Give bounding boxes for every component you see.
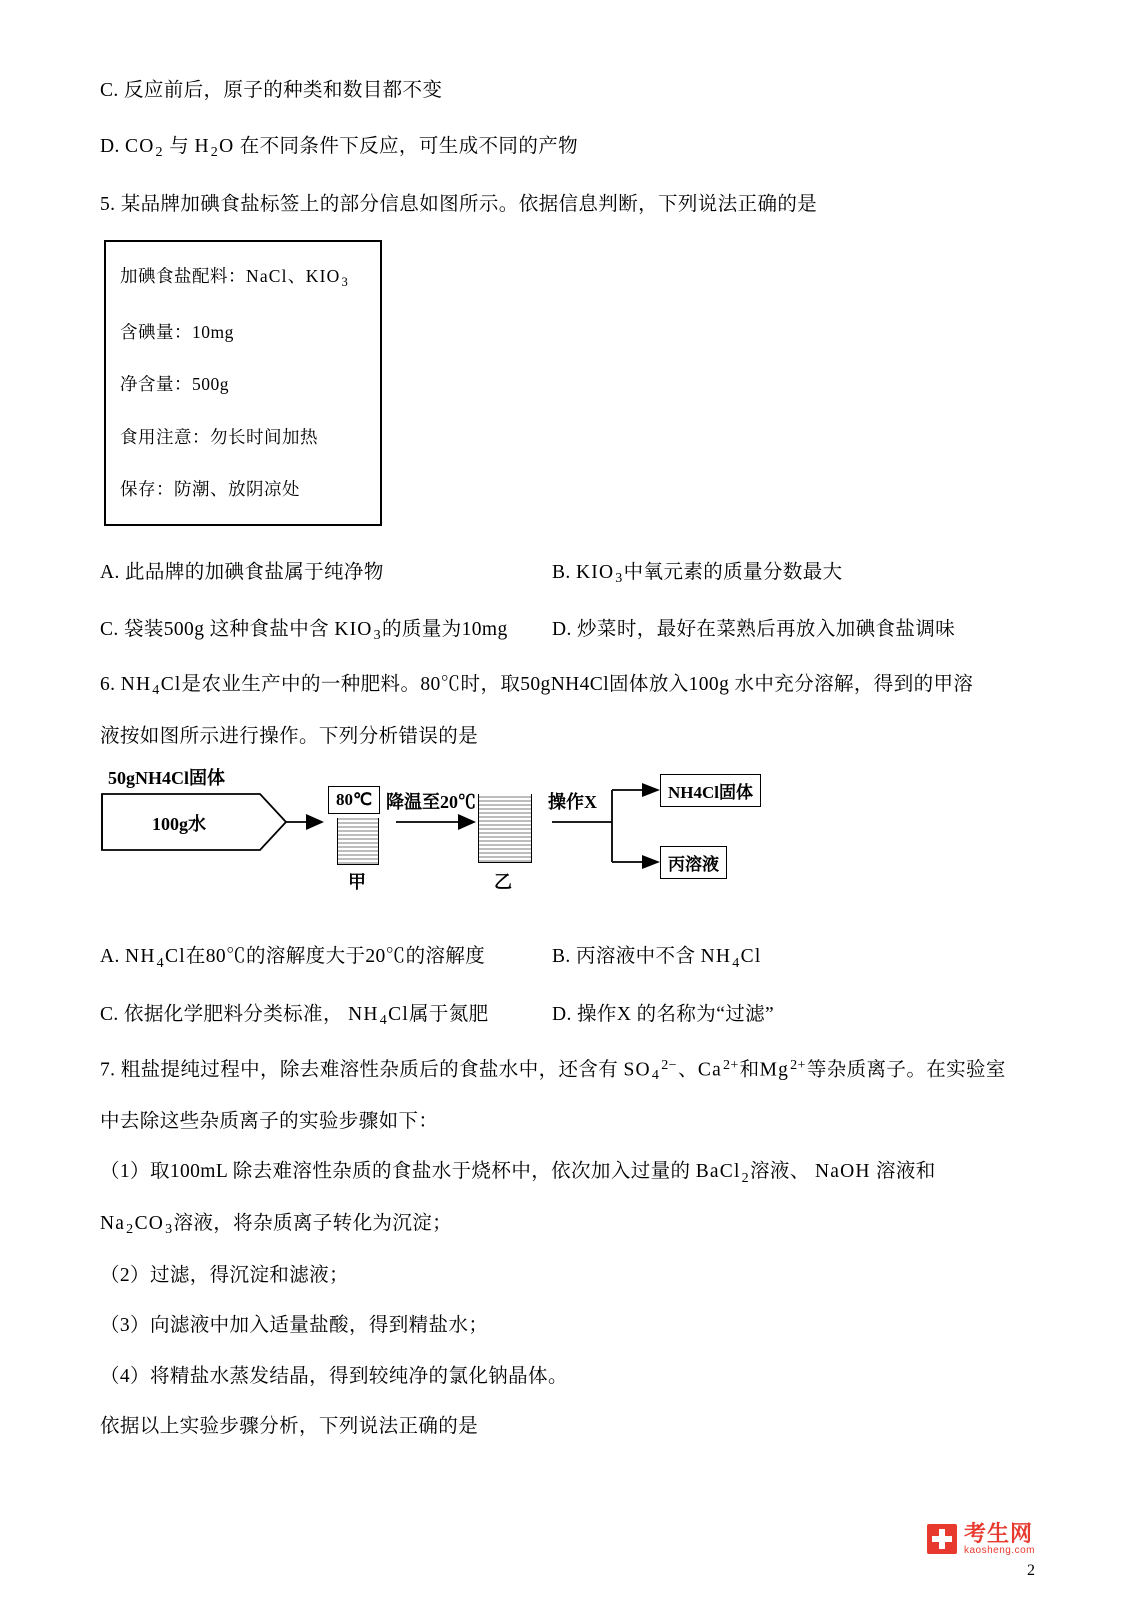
label-iodine-content: 含碘量：10mg (120, 321, 234, 342)
q7-step2: （2）过滤，得沉淀和滤液； (100, 1265, 349, 1287)
q7-bacl2: BaCl (695, 1161, 741, 1183)
q7-ca: Ca (697, 1059, 722, 1081)
label-usage-note: 食用注意：勿长时间加热 (120, 426, 318, 447)
q4-option-d-mid: 与 (169, 136, 190, 158)
q7-co-sub: 3 (165, 1221, 173, 1238)
q6-option-a-cl: Cl (165, 946, 186, 968)
nh4cl-flow-diagram (100, 768, 1020, 922)
q7-co: CO (134, 1213, 165, 1235)
q5-option-a: A. 此品牌的加碘食盐属于纯净物 (100, 561, 384, 583)
page-number: 2 (1027, 1562, 1035, 1579)
watermark-sub: kaosheng.com (963, 1544, 1035, 1556)
q5-option-c-rest: 的质量为10mg (382, 619, 508, 640)
q7-mg-sup: 2+ (790, 1056, 806, 1073)
label-nacl: NaCl (246, 266, 288, 287)
q7-stem-tail: 等杂质离子。在实验室 (806, 1059, 1006, 1081)
q6-options-row-2 (100, 998, 1020, 1029)
q4-option-c: C. 反应前后，原子的种类和数目都不变 (100, 80, 443, 101)
page-content (100, 76, 1020, 1468)
q6-option-c-nh4: NH (348, 1003, 379, 1025)
q7-step3: （3）向滤液中加入适量盐酸，得到精盐水； (100, 1315, 489, 1337)
beaker-jia (337, 818, 379, 865)
q7-step1-a: （1）取100mL 除去难溶性杂质的食盐水于烧杯中，依次加入过量的 (100, 1161, 691, 1183)
q4-option-d-prefix: D. (100, 136, 120, 158)
q7-step1-c: 溶液和 (876, 1161, 936, 1183)
salt-label-figure (104, 240, 382, 525)
q6-option-a-nh4: NH (125, 946, 156, 968)
q5-option-b-kio: KIO (575, 561, 615, 583)
watermark-text (964, 1522, 1035, 1556)
q7-step1-b: 溶液、 (750, 1161, 810, 1183)
q7-stem-line2: 中去除这些杂质离子的实验步骤如下： (100, 1111, 439, 1133)
q6-stem-line2: 液按如图所示进行操作。下列分析错误的是 (100, 726, 479, 748)
q7-sep1: 、 (677, 1059, 698, 1081)
q5-option-c (100, 613, 552, 644)
q7-closing: 依据以上实验步骤分析，下列说法正确的是 (100, 1415, 479, 1437)
q7-step1-line2 (100, 1209, 1020, 1241)
q6-option-c-prefix: C. 依据化学肥料分类标准， (100, 1003, 343, 1025)
q7-so4-sup: 2− (661, 1056, 677, 1073)
q6-option-c-sub: 4 (379, 1011, 388, 1028)
q6-stem-prefix: 6. (100, 674, 116, 696)
q5-option-b (552, 556, 1020, 587)
flow-water-label: 100g水 (152, 814, 206, 835)
beaker-yi-label: 乙 (494, 872, 512, 893)
q5-options-row-1 (100, 556, 1020, 587)
q7-step1-line1 (100, 1157, 1020, 1189)
q6-option-b (552, 940, 1020, 971)
beaker-jia-label: 甲 (348, 872, 366, 893)
label-kio-sub: 3 (341, 275, 349, 290)
q6-option-b-nh4: NH (700, 946, 732, 968)
q4-option-d-h2o: H (194, 136, 210, 158)
q7-so4-sub: 4 (651, 1067, 660, 1084)
q7-na-sub: 2 (126, 1221, 134, 1238)
flow-output-solid: NH4Cl固体 (660, 774, 761, 807)
q7-bacl2-sub: 2 (741, 1169, 750, 1186)
q6-stem-line1 (100, 670, 1020, 702)
q7-mg: Mg (759, 1059, 790, 1081)
q6-option-b-sub: 4 (732, 954, 740, 971)
q7-ca-sup: 2+ (722, 1056, 739, 1073)
flow-operation-label: 操作X (548, 792, 597, 813)
q7-naoh: NaOH (815, 1161, 871, 1183)
flow-solid-label: 50gNH4Cl固体 (108, 768, 225, 789)
flow-temp-label: 80℃ (328, 786, 380, 814)
q6-option-c-cl: Cl (388, 1003, 409, 1025)
label-net-weight: 净含量：500g (120, 374, 229, 395)
q5-option-d: D. 炒菜时，最好在菜熟后再放入加碘食盐调味 (552, 619, 956, 640)
label-kio: KIO (305, 266, 341, 287)
label-ingredients-prefix: 加碘食盐配料： (120, 266, 246, 287)
watermark-logo-icon (927, 1524, 957, 1554)
q6-option-a-sub: 4 (156, 954, 165, 971)
q5-option-c-prefix: C. 袋装500g 这种食盐中含 (100, 619, 330, 640)
q7-stem-line1 (100, 1055, 1020, 1087)
q6-option-a (100, 940, 552, 971)
q5-option-c-sub: 3 (373, 627, 382, 644)
q4-option-d-co2-sub: 2 (155, 144, 163, 161)
q7-and: 和 (739, 1059, 760, 1081)
q5-option-b-sub: 3 (615, 570, 623, 586)
q6-option-c (100, 998, 552, 1029)
q6-option-a-rest: 在80℃的溶解度大于20℃的溶解度 (185, 946, 486, 968)
q6-stem-nh4: NH (120, 674, 152, 696)
q7-stem-a: 7. 粗盐提纯过程中，除去难溶性杂质后的食盐水中，还含有 (100, 1059, 619, 1081)
q6-stem-mid: 是农业生产中的一种肥料。80℃时，取50gNH4Cl固体放入100g 水中充分溶解，得到的甲溶 (181, 674, 974, 696)
label-ingredients (120, 264, 360, 291)
q5-options-row-2 (100, 613, 1020, 644)
label-storage: 保存：防潮、放阴凉处 (120, 479, 300, 500)
q4-option-d (100, 132, 1020, 164)
q5-option-b-rest: 中氧元素的质量分数最大 (623, 561, 843, 583)
q6-option-b-cl: Cl (740, 946, 762, 968)
q6-stem-sub: 4 (152, 682, 160, 699)
q6-option-b-prefix: B. 丙溶液中不含 (552, 946, 696, 968)
q5-stem: 5. 某品牌加碘食盐标签上的部分信息如图所示。依据信息判断，下列说法正确的是 (100, 194, 818, 216)
q6-options-row-1 (100, 940, 1020, 971)
q5-option-c-kio: KIO (334, 619, 373, 640)
q7-step1-d: 溶液，将杂质离子转化为沉淀； (173, 1213, 453, 1235)
watermark (927, 1522, 1035, 1556)
q6-option-d: D. 操作X 的名称为“过滤” (552, 1003, 775, 1025)
q7-na: Na (100, 1213, 126, 1235)
q7-so4: SO (623, 1059, 651, 1081)
q7-step4: （4）将精盐水蒸发结晶，得到较纯净的氯化钠晶体。 (100, 1365, 568, 1387)
q4-option-d-h2o-sub: 2 (210, 144, 219, 161)
q6-option-c-rest: 属于氮肥 (408, 1003, 489, 1025)
beaker-yi (478, 794, 532, 863)
q6-stem-cl: Cl (160, 674, 182, 696)
q6-option-a-prefix: A. (100, 946, 120, 968)
watermark-main: 考生网 (963, 1521, 1033, 1547)
q4-option-d-co2: CO (125, 136, 155, 158)
q4-option-d-h2o-tail: O (219, 136, 235, 158)
label-sep: 、 (287, 266, 306, 287)
flow-output-solution: 丙溶液 (660, 846, 727, 879)
q4-option-d-rest: 在不同条件下反应，可生成不同的产物 (239, 136, 579, 158)
flow-cooling-label: 降温至20℃ (386, 792, 476, 813)
q5-option-b-prefix: B. (552, 561, 571, 583)
